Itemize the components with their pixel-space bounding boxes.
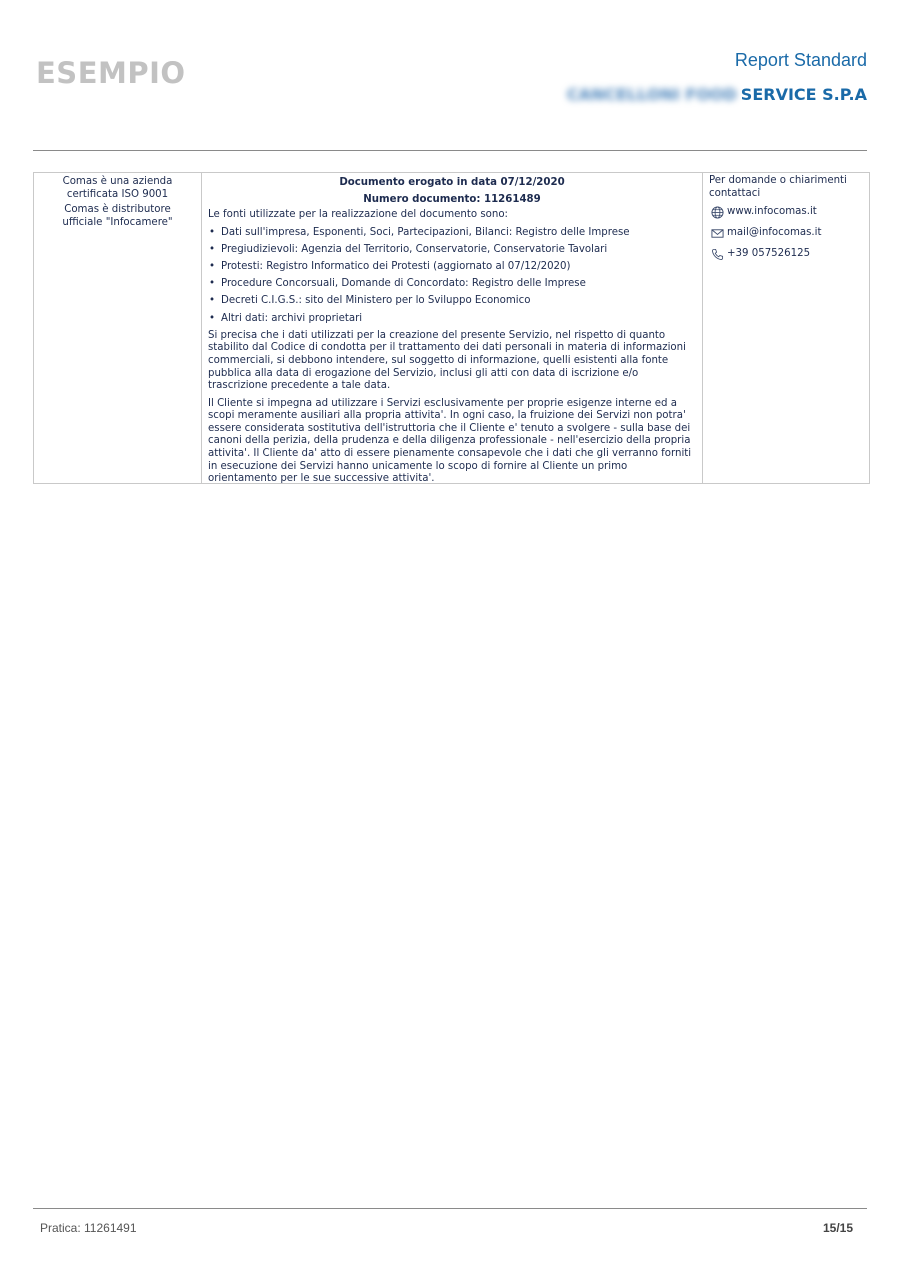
company-name-visible: SERVICE S.P.A [740,85,867,104]
document-info-column [202,173,703,483]
document-number-line: Numero documento: 11261489 [363,193,541,205]
sources-intro: Le fonti utilizzate per la realizzazione del documento sono: [208,209,508,220]
envelope-icon [711,227,724,240]
data-usage-paragraph: Si precisa che i dati utilizzati per la creazione del presente Servizio, nel rispetto di quanto stabilito dal Codice di condotta per il trattamento dei dati personali in materia di informazioni commerciali, si debbono intendere, sul soggetto di informazione, quelli esistenti alla fonte pubblica alla data di erogazione del Servizio, inclusi gli atti con data di iscrizione e/o trascrizione precedente a tale data. [208,329,686,392]
sources-list [208,227,696,326]
footer-divider [33,1208,867,1209]
email-link[interactable]: mail@infocomas.it [727,227,822,239]
globe-icon [711,206,724,219]
page-number: 15/15 [822,1221,853,1235]
client-obligations-paragraph: Il Cliente si impegna ad utilizzare i Servizi esclusivamente per proprie esigenze interne ed a scopi meramente ausiliari alla propria attivita'. In ogni caso, la fruizione dei Servizi non potra' essere considerata sostitutiva dell'istruttoria che il Cliente e' tenuto a svolgere - sulla base dei canoni della perizia, della prudenza e della diligenza professionale - nell'esercizio della propria attivita'. Il Cliente da' atto di essere pienamente consapevole che i dati che gli verranno forniti in esecuzione dei Servizi hanno unicamente lo scopo di fornire al Cliente un primo orientamento per le sue successive attivita'. [208,397,692,485]
info-table [33,172,870,484]
company-name-redacted: CANCELLONI FOOD [566,85,737,104]
website-link[interactable]: www.infocomas.it [727,206,817,218]
list-item: • Dati sull'impresa, Esponenti, Soci, Partecipazioni, Bilanci: Registro delle Imprese [208,227,696,240]
contact-column [703,173,869,483]
certification-column [34,173,202,483]
website-row[interactable] [709,206,863,219]
list-item: • Decreti C.I.G.S.: sito del Ministero per lo Sviluppo Economico [208,295,696,308]
list-item: • Protesti: Registro Informatico dei Protesti (aggiornato al 07/12/2020) [208,261,696,274]
phone-icon [711,248,724,261]
list-item: • Pregiudizievoli: Agenzia del Territorio, Conservatorie, Conservatorie Tavolari [208,244,696,257]
company-name [567,85,867,104]
list-item: • Procedure Concorsuali, Domande di Concordato: Registro delle Imprese [208,278,696,291]
report-title: Report Standard [734,50,867,70]
watermark-esempio: ESEMPIO [36,56,186,90]
iso-certification-text: Comas è una azienda certificata ISO 9001 [62,176,173,200]
practice-number: Pratica: 11261491 [40,1221,137,1235]
contact-label: Per domande o chiarimenti contattaci [709,175,847,199]
phone-number[interactable]: +39 057526125 [727,248,811,260]
email-row[interactable] [709,227,863,240]
distributor-text: Comas è distributore ufficiale "Infocamere" [62,204,173,228]
header-divider [33,150,867,151]
phone-row[interactable] [709,248,863,261]
list-item: • Altri dati: archivi proprietari [208,313,696,326]
issue-date-line: Documento erogato in data 07/12/2020 [339,177,565,188]
